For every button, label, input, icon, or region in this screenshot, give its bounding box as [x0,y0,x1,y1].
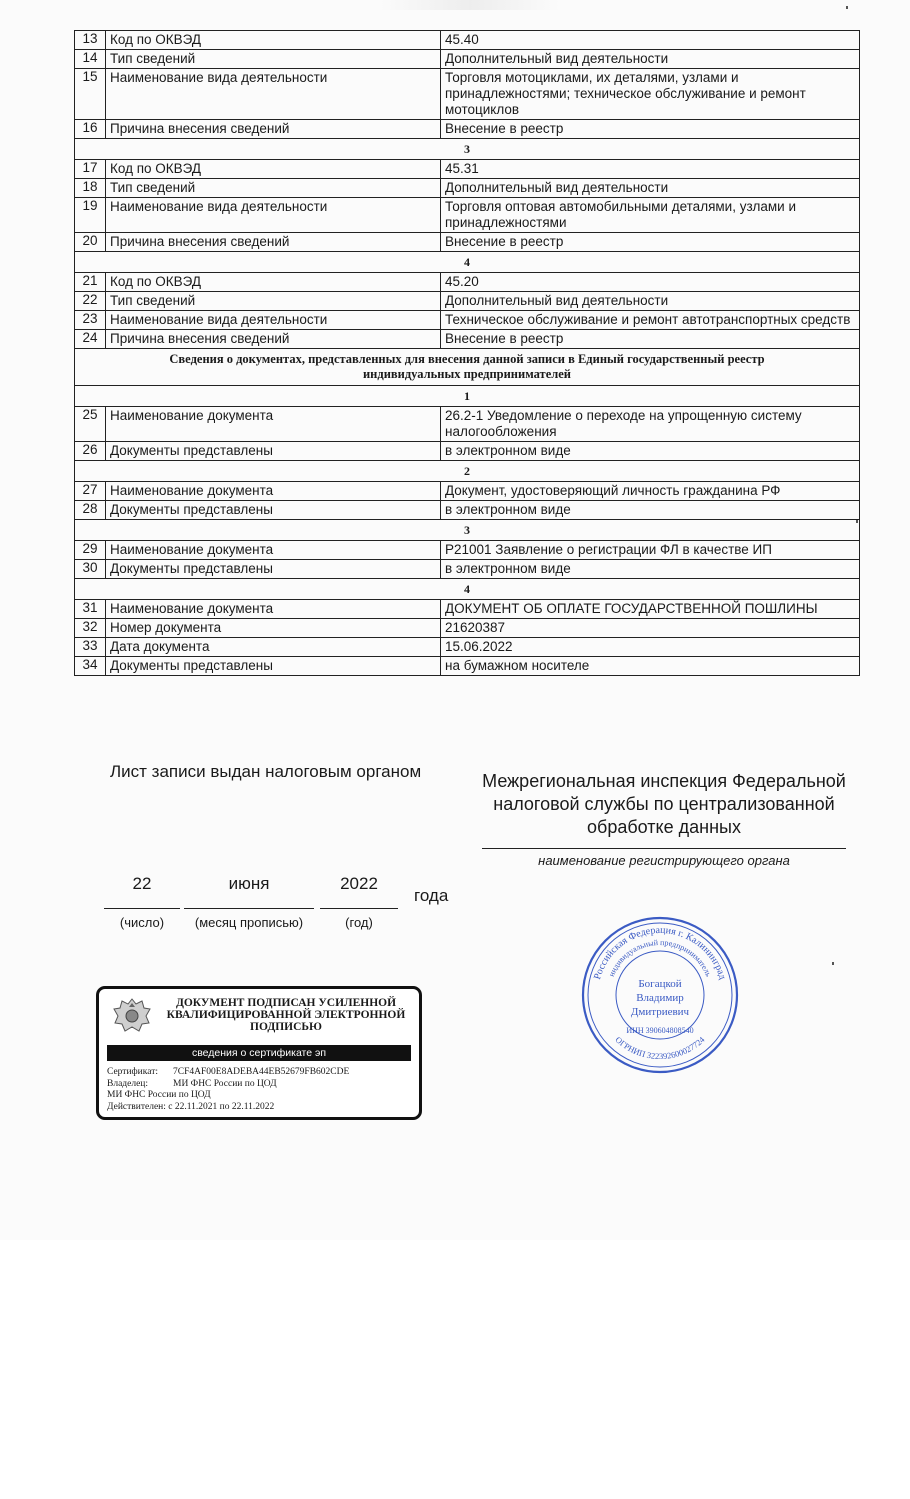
row-label: Дата документа [106,638,441,657]
date-month-line [184,908,314,909]
row-value: ДОКУМЕНТ ОБ ОПЛАТЕ ГОСУДАРСТВЕННОЙ ПОШЛИНЫ [441,600,860,619]
row-label: Номер документа [106,619,441,638]
row-number: 15 [75,69,106,120]
table-row [75,31,860,50]
row-value: 45.20 [441,273,860,292]
row-number: 20 [75,233,106,252]
row-label: Тип сведений [106,292,441,311]
seal-name-3: Дмитриевич [630,1006,690,1018]
row-value: Дополнительный вид деятельности [441,50,860,69]
date-month: июня [228,874,270,893]
row-number: 17 [75,160,106,179]
cert-label: Сертификат: [107,1067,159,1077]
section-number-row [75,386,860,407]
owner-value: МИ ФНС России по ЦОД [173,1078,277,1089]
section-number: 4 [75,252,860,273]
row-number: 21 [75,273,106,292]
row-value: в электронном виде [441,442,860,461]
section-number-row [75,520,860,541]
row-value: Дополнительный вид деятельности [441,292,860,311]
row-number: 25 [75,407,106,442]
row-value: Торговля оптовая автомобильными деталями, узлами и принадлежностями [441,198,860,233]
seal-inner-text: индивидуальный предприниматель [606,937,714,978]
table-row [75,330,860,349]
row-value: 26.2-1 Уведомление о переходе на упрощенную систему налогообложения [441,407,860,442]
issued-by-text: Лист записи выдан налоговым органом [110,762,422,781]
date-day: 22 [132,874,152,893]
esignature-title: ДОКУМЕНТ ПОДПИСАН УСИЛЕННОЙ КВАЛИФИЦИРОВАННОЙ ЭЛЕКТРОННОЙ ПОДПИСЬЮ [166,997,406,1033]
row-value: 15.06.2022 [441,638,860,657]
table-row [75,233,860,252]
eagle-emblem-icon [111,995,153,1037]
row-number: 31 [75,600,106,619]
row-value: Р21001 Заявление о регистрации ФЛ в качестве ИП [441,541,860,560]
row-number: 19 [75,198,106,233]
table-row [75,541,860,560]
scan-speck [846,6,848,9]
row-number: 26 [75,442,106,461]
table-row [75,311,860,330]
table-row [75,273,860,292]
section-number: 4 [75,579,860,600]
row-label: Документы представлены [106,657,441,676]
row-number: 30 [75,560,106,579]
section-number: 3 [75,520,860,541]
row-number: 27 [75,482,106,501]
cert-value: 7CF4AF00E8ADEBA44EB52679FB602CDE [173,1067,350,1077]
row-number: 32 [75,619,106,638]
row-value: Дополнительный вид деятельности [441,179,860,198]
table-row [75,600,860,619]
row-number: 18 [75,179,106,198]
section-number: 1 [75,386,860,407]
row-label: Причина внесения сведений [106,330,441,349]
authority-caption: наименование регистрирующего органа [538,853,790,868]
electronic-signature-block [96,986,422,1120]
row-value: Внесение в реестр [441,120,860,139]
row-label: Наименование вида деятельности [106,69,441,120]
authority-name: Межрегиональная инспекция Федеральной налоговой службы по централизованной обработке данных [482,771,846,837]
row-label: Наименование документа [106,482,441,501]
owner-line-2: МИ ФНС России по ЦОД [107,1090,211,1100]
svg-text:ОГРНИП 322392600027724 [613,1034,707,1061]
date-year: 2022 [340,874,378,893]
table-row [75,50,860,69]
seal-name-1: Богацкой [638,978,682,990]
table-row [75,638,860,657]
row-label: Наименование вида деятельности [106,198,441,233]
row-label: Наименование документа [106,600,441,619]
certificate-info-bar: сведения о сертификате эп [107,1045,411,1061]
row-label: Код по ОКВЭД [106,273,441,292]
row-label: Код по ОКВЭД [106,31,441,50]
row-number: 29 [75,541,106,560]
row-number: 33 [75,638,106,657]
seal-outer-text: Российская Федерация г. Калининград [592,924,728,981]
section-heading-row [75,349,860,386]
row-number: 16 [75,120,106,139]
table-row [75,292,860,311]
valid-label: Действителен: [107,1101,166,1112]
seal-name-2: Владимир [636,992,684,1004]
row-number: 23 [75,311,106,330]
row-value: Внесение в реестр [441,330,860,349]
row-label: Документы представлены [106,560,441,579]
table-row [75,179,860,198]
row-label: Документы представлены [106,442,441,461]
row-value: 45.40 [441,31,860,50]
seal-ink [583,918,737,1072]
row-value: Внесение в реестр [441,233,860,252]
valid-value: с 22.11.2021 по 22.11.2022 [168,1101,275,1112]
owner-label: Владелец: [107,1078,149,1089]
row-label: Наименование документа [106,541,441,560]
section-number-row [75,461,860,482]
section-number-row [75,252,860,273]
row-label: Наименование документа [106,407,441,442]
scan-speck [832,962,834,965]
section-heading: Сведения о документах, представленных для внесения данной записи в Единый государственный реестр индивидуальных предпринимателей [75,349,860,386]
table-row [75,501,860,520]
scan-speck [856,520,858,523]
row-label: Тип сведений [106,50,441,69]
table-row [75,442,860,461]
row-label: Причина внесения сведений [106,120,441,139]
row-label: Код по ОКВЭД [106,160,441,179]
section-number: 2 [75,461,860,482]
row-value: Техническое обслуживание и ремонт автотранспортных средств [441,311,860,330]
row-number: 22 [75,292,106,311]
entrepreneur-seal [580,915,740,1075]
date-year-caption: (год) [345,915,373,930]
date-day-line [104,908,180,909]
date-year-line [320,908,398,909]
table-row [75,160,860,179]
registry-table [74,30,860,676]
date-month-caption: (месяц прописью) [194,915,304,930]
row-label: Причина внесения сведений [106,233,441,252]
seal-inn: ИНН 390604808540 [626,1026,694,1035]
row-value: Торговля мотоциклами, их деталями, узлами и принадлежностями; техническое обслуживание и ремонт мотоциклов [441,69,860,120]
row-number: 14 [75,50,106,69]
row-value: Документ, удостоверяющий личность гражданина РФ [441,482,860,501]
section-number-row [75,139,860,160]
row-number: 28 [75,501,106,520]
row-label: Наименование вида деятельности [106,311,441,330]
seal-ogrnip: ОГРНИП 322392600027724 [613,1034,707,1062]
table-row [75,198,860,233]
row-number: 24 [75,330,106,349]
date-year-word: года [414,886,449,905]
row-value: в электронном виде [441,501,860,520]
section-number-row [75,579,860,600]
table-row [75,482,860,501]
table-row [75,560,860,579]
authority-underline [482,848,846,849]
table-row [75,657,860,676]
row-value: на бумажном носителе [441,657,860,676]
table-row [75,120,860,139]
scan-artifact [380,0,560,10]
row-value: 45.31 [441,160,860,179]
table-row [75,69,860,120]
date-day-caption: (число) [119,915,165,930]
row-number: 13 [75,31,106,50]
section-number: 3 [75,139,860,160]
table-row [75,407,860,442]
row-number: 34 [75,657,106,676]
row-label: Документы представлены [106,501,441,520]
row-label: Тип сведений [106,179,441,198]
row-value: 21620387 [441,619,860,638]
row-value: в электронном виде [441,560,860,579]
table-row [75,619,860,638]
certificate-details [107,1067,413,1113]
